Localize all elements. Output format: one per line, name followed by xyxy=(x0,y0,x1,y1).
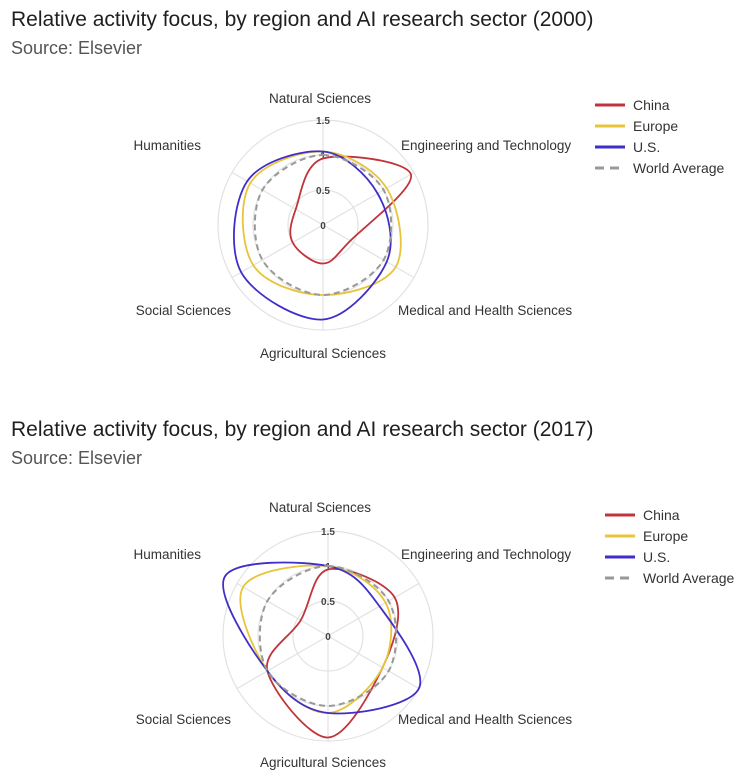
axis-label: Medical and Health Sciences xyxy=(398,712,573,727)
chart-subtitle: Source: Elsevier xyxy=(11,38,143,58)
axis-label: Humanities xyxy=(133,547,201,562)
axis-label: Natural Sciences xyxy=(268,500,372,515)
axis-label: Engineering and Technology xyxy=(401,547,572,562)
tick-label: 1 xyxy=(325,562,331,573)
legend-label: Europe xyxy=(643,528,689,544)
legend-label: China xyxy=(643,507,680,523)
axis-label: Medical and Health Sciences xyxy=(398,303,573,318)
axis-label: Humanities xyxy=(133,138,201,153)
tick-label: 0.5 xyxy=(321,597,335,608)
tick-label: 1.5 xyxy=(316,116,330,127)
tick-label: 1.5 xyxy=(321,527,335,538)
axis-label: Natural Sciences xyxy=(268,91,372,106)
tick-label: 1 xyxy=(320,151,326,162)
legend-label: Europe xyxy=(633,118,679,134)
axis-label: Engineering and Technology xyxy=(401,138,572,153)
legend-label: U.S. xyxy=(633,139,661,155)
axis-label: Agricultural Sciences xyxy=(259,346,387,361)
grid-spoke xyxy=(237,584,328,637)
grid-spoke xyxy=(328,584,419,637)
chart-panel-2017 xyxy=(0,410,750,780)
legend-label: China xyxy=(633,97,670,113)
legend-label: U.S. xyxy=(643,549,671,565)
axis-label: Social Sciences xyxy=(135,712,231,727)
chart-title: Relative activity focus, by region and AI research sector (2000) xyxy=(11,8,594,31)
grid-spoke xyxy=(237,636,328,689)
legend-label: World Average xyxy=(633,160,725,176)
series-line-china xyxy=(290,157,411,264)
tick-label: 0 xyxy=(320,221,326,232)
axis-label: Social Sciences xyxy=(135,303,231,318)
axis-label: Agricultural Sciences xyxy=(259,755,387,770)
chart-subtitle: Source: Elsevier xyxy=(11,448,143,468)
legend-label: World Average xyxy=(643,570,735,586)
radar-chart-2017 xyxy=(0,410,750,780)
tick-label: 0.5 xyxy=(316,186,330,197)
grid-spoke xyxy=(232,173,323,226)
tick-label: 0 xyxy=(325,632,331,643)
grid-spoke xyxy=(232,225,323,278)
chart-title: Relative activity focus, by region and AI research sector (2017) xyxy=(11,418,594,441)
